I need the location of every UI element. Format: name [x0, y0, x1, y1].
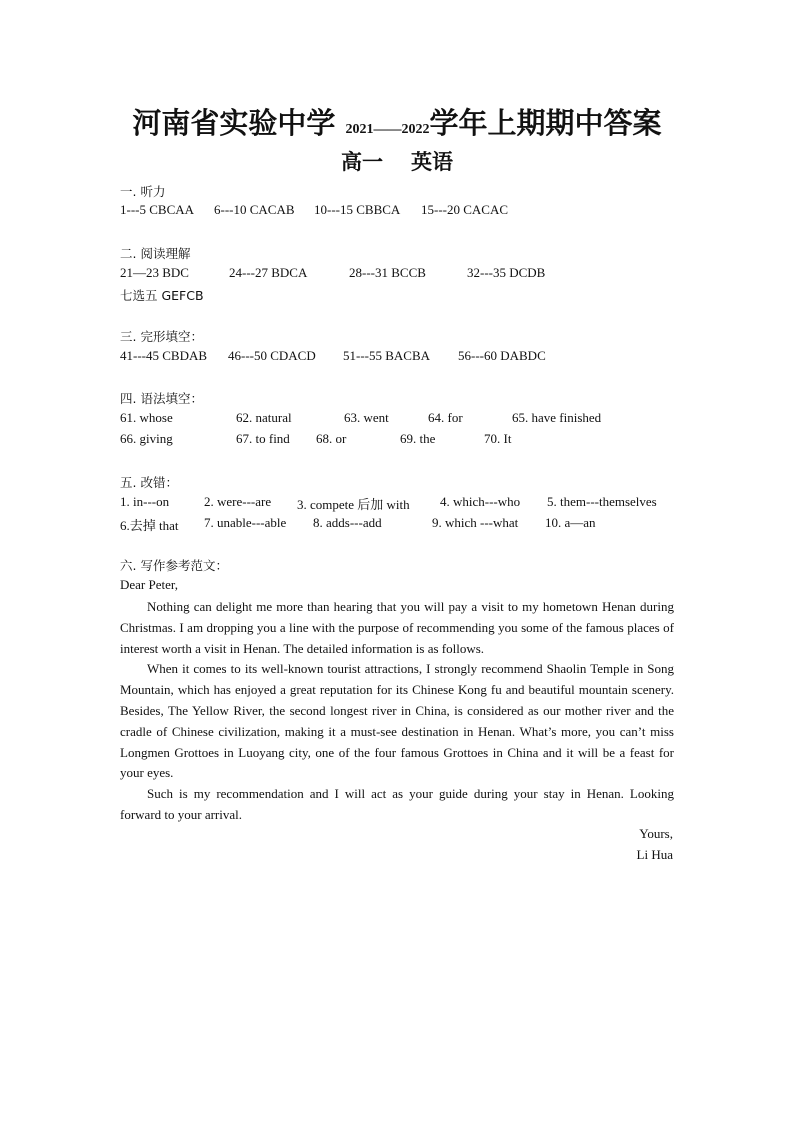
subtitle-subject: 英语	[411, 150, 453, 174]
essay-paragraph: When it comes to its well-known tourist attractions, I strongly recommend Shaolin Temple in Song Mountain, which has enjoyed a great reputation for its Chinese Kong fu and beautiful mountain scenery. Besides, The Yellow River, the second longest river in China, is considered as our mother river and the cradle of Chinese civilization, making it a must-see destination in Henan. What’s more, you can’t miss Longmen Grottoes in Luoyang city, one of the four famous Grottoes in China and it will be a feast for your eyes.	[120, 661, 674, 781]
answer-item: 65. have finished	[512, 410, 602, 425]
seven-five-answer: 七选五 GEFCB	[120, 288, 204, 303]
answer-item: 51---55 BACBA	[343, 348, 431, 363]
answer-item: 46---50 CDACD	[228, 348, 316, 363]
title-suffix: 学年上期期中答案	[429, 106, 662, 140]
sample-essay	[120, 597, 674, 826]
answer-item: 5. them---themselves	[547, 494, 657, 509]
subtitle-grade: 高一	[341, 150, 383, 174]
letter-salutation: Dear Peter,	[120, 577, 178, 592]
answer-item: 15---20 CACAC	[421, 202, 509, 217]
letter-closing: Yours,	[639, 826, 673, 841]
answer-item: 10. a—an	[545, 515, 596, 530]
answer-item: 2. were---are	[204, 494, 272, 509]
answer-item: 6.去掉 that	[120, 518, 179, 533]
essay-paragraph: Such is my recommendation and I will act as your guide during your stay in Henan. Looking forward to your arrival.	[120, 786, 674, 822]
answer-item: 3. compete 后加 with	[297, 497, 410, 512]
cloze-heading: 三. 完形填空：	[120, 329, 203, 344]
answer-item: 28---31 BCCB	[349, 265, 426, 280]
answer-item: 24---27 BDCA	[229, 265, 308, 280]
correction-heading: 五. 改错：	[120, 475, 178, 490]
reading-heading: 二. 阅读理解	[120, 246, 191, 261]
answer-item: 56---60 DABDC	[458, 348, 546, 363]
answer-item: 66. giving	[120, 431, 173, 446]
answer-item: 64. for	[428, 410, 463, 425]
page-subtitle	[0, 146, 794, 176]
answer-item: 4. which---who	[440, 494, 521, 509]
answer-item: 67. to find	[236, 431, 290, 446]
answer-item: 68. or	[316, 431, 347, 446]
answer-item: 61. whose	[120, 410, 173, 425]
answer-item: 1---5 CBCAA	[120, 202, 195, 217]
grammar-heading: 四. 语法填空：	[120, 391, 203, 406]
answer-item: 63. went	[344, 410, 389, 425]
letter-signature: Li Hua	[636, 847, 673, 862]
answer-item: 32---35 DCDB	[467, 265, 546, 280]
title-years: 2021——2022	[345, 122, 430, 137]
answer-item: 1. in---on	[120, 494, 170, 509]
answer-item: 41---45 CBDAB	[120, 348, 208, 363]
answer-item: 10---15 CBBCA	[314, 202, 401, 217]
answer-item: 6---10 CACAB	[214, 202, 295, 217]
answer-item: 21—23 BDC	[120, 265, 189, 280]
title-prefix: 河南省实验中学	[132, 106, 336, 140]
answer-item: 7. unable---able	[204, 515, 287, 530]
essay-paragraph: Nothing can delight me more than hearing that you will pay a visit to my hometown Henan during Christmas. I am dropping you a line with the purpose of recommending you some of the famous places of interest worth a visit in Henan. The detailed information is as follows.	[120, 599, 674, 656]
writing-heading: 六. 写作参考范文：	[120, 558, 228, 573]
page-title	[0, 101, 794, 142]
listening-heading: 一. 听力	[120, 184, 166, 199]
answer-item: 9. which ---what	[432, 515, 519, 530]
answer-item: 8. adds---add	[313, 515, 382, 530]
answer-item: 62. natural	[236, 410, 292, 425]
answer-item: 69. the	[400, 431, 436, 446]
answer-item: 70. It	[484, 431, 512, 446]
